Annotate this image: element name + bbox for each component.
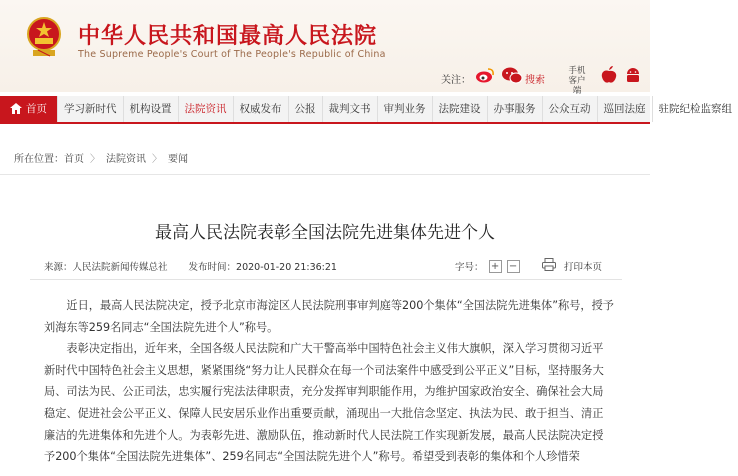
font-decrease-button[interactable]: − <box>507 260 520 273</box>
nav-label: 首页 <box>26 103 47 115</box>
breadcrumb-separator: 〉 <box>90 153 100 165</box>
nav-item-organization[interactable]: 机构设置 <box>124 96 179 122</box>
article-time: 发布时间：2020-01-20 21:36:21 <box>188 262 337 273</box>
wechat-icon[interactable] <box>501 66 523 84</box>
android-icon[interactable] <box>625 67 641 84</box>
site-title[interactable]: 中华人民共和国最高人民法院 <box>78 23 378 49</box>
nav-item-court-news[interactable]: 法院资讯 <box>179 96 234 122</box>
main-nav <box>0 96 732 124</box>
site-header <box>0 0 650 96</box>
follow-label: 关注： <box>441 75 471 86</box>
breadcrumb-court-news[interactable]: 法院资讯 <box>106 153 146 165</box>
breadcrumb-label: 所在位置： <box>14 153 64 165</box>
nav-item-gazette[interactable]: 公报 <box>289 96 323 122</box>
nav-item-public-interaction[interactable]: 公众互动 <box>543 96 598 122</box>
nav-item-home[interactable] <box>0 96 58 122</box>
font-size-label: 字号： <box>455 262 484 273</box>
article-title: 最高人民法院表彰全国法院先进集体先进个人 <box>155 223 495 243</box>
article-paragraph: 近日，最高人民法院决定，授予北京市海淀区人民法院刑事审判庭等200个集体“全国法院先进集体”称号，授予刘海东等259名同志“全国法院先进个人”称号。 <box>44 299 614 334</box>
site-subtitle: The Supreme People's Court of The People's Republic of China <box>78 49 386 60</box>
nav-item-services[interactable]: 办事服务 <box>488 96 543 122</box>
nav-item-releases[interactable]: 权威发布 <box>234 96 289 122</box>
nav-item-circuit-courts[interactable]: 巡回法庭 <box>598 96 653 122</box>
print-link[interactable]: 打印本页 <box>564 262 603 273</box>
national-emblem-icon <box>26 16 62 60</box>
nav-item-trial-business[interactable]: 审判业务 <box>378 96 433 122</box>
nav-item-court-building[interactable]: 法院建设 <box>433 96 488 122</box>
printer-icon[interactable] <box>542 258 556 271</box>
mobile-label-line2: 客户端 <box>568 76 586 96</box>
article-body <box>44 295 614 468</box>
article-meta <box>44 259 337 273</box>
breadcrumb-separator: 〉 <box>152 153 162 165</box>
article-paragraph: 表彰决定指出，近年来，全国各级人民法院和广大干警高举中国特色社会主义伟大旗帜，深入学习贯彻习近平新时代中国特色社会主义思想，紧紧围绕“努力让人民群众在每一个司法案件中感受到公平正义”目标，坚持服务大局、司法为民、公正司法，忠实履行宪法法律职责，充分发挥审判职能作用，为维护国家政治安全、确保社会大局稳定、促进社会公平正义、保障人民安居乐业作出重要贡献，涌现出一大批信念坚定、执法为民、敢于担当、清正廉洁的先进集体和先进个人。为表彰先进、激励队伍，推动新时代人民法院工作实现新发展，最高人民法院决定授予200个集体“全国法院先进集体”、259名同志“全国法院先进个人”称号。希望受到表彰的集体和个人珍惜荣 <box>44 342 604 464</box>
meta-divider <box>30 279 622 280</box>
article-source: 来源：人民法院新闻传媒总社 <box>44 262 168 273</box>
home-icon <box>10 103 22 114</box>
font-increase-button[interactable]: + <box>489 260 502 273</box>
apple-icon[interactable] <box>601 66 617 84</box>
weibo-icon[interactable] <box>475 67 495 83</box>
nav-item-discipline[interactable]: 驻院纪检监察组 <box>658 103 732 115</box>
breadcrumb-news[interactable]: 要闻 <box>168 153 188 165</box>
breadcrumb <box>0 146 650 168</box>
font-size-control <box>455 259 520 273</box>
mobile-client-link[interactable] <box>565 66 589 96</box>
mobile-label-line1: 手机 <box>568 66 586 76</box>
nav-item-judgments[interactable]: 裁判文书 <box>323 96 378 122</box>
breadcrumb-home[interactable]: 首页 <box>64 153 84 165</box>
breadcrumb-divider <box>0 174 650 175</box>
search-link[interactable]: 搜索 <box>525 75 545 86</box>
nav-item-study[interactable]: 学习新时代 <box>58 96 124 122</box>
